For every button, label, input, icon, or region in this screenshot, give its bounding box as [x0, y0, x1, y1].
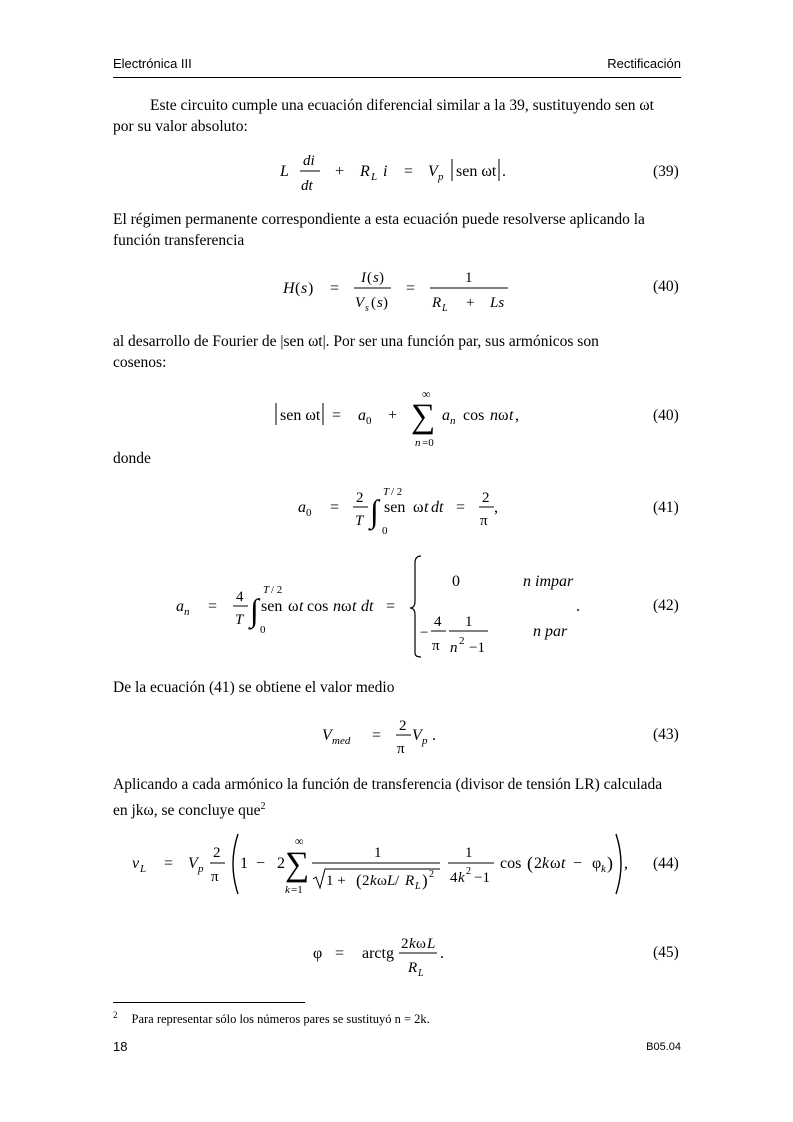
- svg-text:=: =: [456, 499, 466, 516]
- svg-text:=: =: [372, 727, 382, 744]
- svg-text:2: 2: [429, 869, 434, 880]
- svg-text:s: s: [365, 303, 369, 314]
- svg-text:ω: ω: [288, 598, 299, 615]
- svg-text:∞: ∞: [295, 834, 304, 848]
- svg-text:t: t: [424, 499, 429, 516]
- footnote-text: Para representar sólo los números pares se sustituyó n = 2k.: [131, 1012, 430, 1027]
- svg-text:cos: cos: [500, 855, 522, 872]
- svg-text:=: =: [404, 163, 414, 180]
- svg-text:/: /: [395, 873, 400, 889]
- svg-text:t: t: [509, 407, 514, 424]
- svg-text:n: n: [450, 640, 458, 656]
- paragraph-6-line-2: en jkω, se concluye que$^2$: [113, 801, 266, 820]
- svg-text:p: p: [438, 171, 444, 183]
- svg-text:1: 1: [374, 845, 382, 861]
- svg-text:sen ωt: sen ωt: [280, 407, 321, 424]
- svg-text:T: T: [263, 584, 270, 596]
- svg-text:2: 2: [534, 855, 542, 872]
- header-right: Rectificación: [607, 56, 681, 71]
- svg-text:): ): [383, 295, 388, 311]
- svg-text:4: 4: [236, 589, 244, 605]
- svg-text:n: n: [490, 407, 498, 424]
- svg-text:n: n: [415, 437, 421, 449]
- equation-number-42: (42): [653, 597, 679, 614]
- svg-text:s: s: [373, 270, 379, 286]
- svg-text:k: k: [285, 884, 290, 896]
- header-left: Electrónica III: [113, 56, 192, 71]
- svg-text:t: t: [299, 598, 304, 615]
- svg-text:1: 1: [465, 845, 473, 861]
- svg-text:dt: dt: [361, 598, 374, 615]
- paragraph-3-line-1: al desarrollo de Fourier de |sen ωt|. Por ser una función par, sus armónicos son: [113, 333, 599, 350]
- svg-text:(: (: [527, 853, 533, 873]
- svg-text:L: L: [140, 863, 147, 875]
- svg-text:L: L: [415, 881, 421, 892]
- svg-text:cos: cos: [307, 598, 329, 615]
- svg-text:ω: ω: [498, 407, 509, 424]
- svg-text:−: −: [420, 625, 429, 641]
- svg-text:L: L: [371, 171, 378, 183]
- svg-text:,: ,: [624, 855, 628, 872]
- document-code: B05.04: [646, 1041, 681, 1053]
- svg-text:R: R: [360, 163, 370, 180]
- svg-text:π: π: [397, 741, 405, 757]
- svg-text:): ): [379, 270, 384, 286]
- svg-text:−1: −1: [469, 640, 485, 656]
- paragraph-1-line-1: Este circuito cumple una ecuación diferencial similar a la 39, sustituyendo sen ωt: [150, 97, 654, 114]
- footnote-rule: [113, 1002, 305, 1003]
- svg-text:=: =: [330, 499, 340, 516]
- svg-text:sen: sen: [384, 499, 406, 516]
- svg-text:sen ωt: sen ωt: [456, 163, 497, 180]
- svg-text:p: p: [422, 735, 428, 747]
- svg-text:L: L: [418, 968, 424, 979]
- svg-text:L: L: [427, 936, 436, 952]
- equation-40-transfer: [280, 262, 520, 314]
- svg-text:−1: −1: [474, 870, 490, 886]
- svg-text:2: 2: [399, 718, 407, 734]
- paragraph-1-line-2: por su valor absoluto:: [113, 118, 248, 135]
- equation-number-40b: (40): [653, 407, 679, 424]
- equation-number-45: (45): [653, 944, 679, 961]
- svg-text:0: 0: [366, 415, 372, 427]
- svg-text:+: +: [335, 163, 345, 180]
- svg-text:k: k: [542, 855, 550, 872]
- svg-text:ω: ω: [550, 855, 561, 872]
- svg-text:k: k: [601, 863, 606, 875]
- svg-text:+: +: [388, 407, 398, 424]
- equation-44: [130, 830, 640, 900]
- svg-text:k: k: [409, 936, 416, 952]
- svg-text:1: 1: [240, 855, 248, 872]
- svg-text:=: =: [208, 598, 218, 615]
- svg-text:med: med: [332, 735, 351, 747]
- svg-text:π: π: [432, 638, 440, 654]
- svg-text:.: .: [576, 598, 580, 615]
- svg-text:.: .: [440, 945, 444, 962]
- svg-text:(: (: [367, 270, 372, 286]
- svg-text:∑: ∑: [411, 398, 436, 435]
- svg-text:,: ,: [494, 499, 498, 516]
- svg-text:2: 2: [362, 873, 370, 889]
- page-number: 18: [113, 1039, 128, 1054]
- svg-text:k: k: [370, 873, 377, 889]
- arctg-label: arctg: [362, 945, 394, 962]
- svg-text:.: .: [432, 727, 436, 744]
- svg-text:a: a: [298, 499, 306, 516]
- svg-text:L: L: [280, 163, 289, 180]
- svg-text:s: s: [377, 295, 383, 311]
- svg-text:=1: =1: [291, 884, 303, 896]
- paragraph-3-line-2: cosenos:: [113, 354, 167, 371]
- equation-42: [170, 553, 590, 663]
- paragraph-5: De la ecuación (41) se obtiene el valor medio: [113, 679, 395, 696]
- svg-text:V: V: [355, 295, 365, 311]
- svg-text:s: s: [301, 280, 308, 297]
- svg-text:dt: dt: [301, 178, 313, 194]
- paragraph-4: donde: [113, 450, 151, 467]
- svg-text:(: (: [295, 280, 301, 297]
- svg-text:0: 0: [382, 525, 388, 537]
- svg-text:=: =: [330, 280, 340, 297]
- equation-number-41: (41): [653, 499, 679, 516]
- equation-43: [320, 712, 460, 758]
- svg-text:.: .: [502, 163, 506, 180]
- svg-text:Ls: Ls: [490, 295, 505, 311]
- svg-text:4: 4: [450, 870, 458, 886]
- svg-text:R: R: [432, 295, 442, 311]
- svg-text:t: t: [561, 855, 566, 872]
- svg-text:1: 1: [465, 614, 473, 630]
- case-2-condition: n par: [533, 623, 568, 640]
- svg-text:−: −: [573, 855, 583, 872]
- svg-text:I: I: [361, 270, 366, 286]
- svg-text:=: =: [386, 598, 396, 615]
- svg-text:V: V: [188, 855, 198, 872]
- svg-text:1: 1: [465, 270, 473, 286]
- svg-text:4: 4: [434, 614, 442, 630]
- svg-text:R: R: [408, 960, 418, 976]
- svg-text:sen: sen: [261, 598, 283, 615]
- svg-text:): ): [422, 871, 428, 890]
- svg-text:R: R: [405, 873, 415, 889]
- svg-text:/ 2: / 2: [391, 486, 403, 498]
- svg-text:,: ,: [515, 407, 519, 424]
- svg-text:∑: ∑: [285, 846, 310, 883]
- svg-text:ω: ω: [341, 598, 352, 615]
- svg-text:2: 2: [213, 845, 221, 861]
- svg-text:t: t: [352, 598, 357, 615]
- svg-text:π: π: [480, 513, 488, 529]
- svg-text:i: i: [383, 163, 388, 180]
- svg-text:0: 0: [260, 624, 266, 636]
- svg-text:(: (: [371, 295, 376, 311]
- svg-text:V: V: [428, 163, 438, 180]
- equation-40-fourier: [270, 388, 540, 450]
- svg-text:T: T: [355, 513, 364, 529]
- svg-text:π: π: [211, 869, 219, 885]
- svg-text:): ): [308, 280, 314, 297]
- svg-text:=: =: [335, 945, 345, 962]
- svg-text:): ): [607, 853, 613, 873]
- svg-text:2: 2: [459, 635, 465, 647]
- svg-text:/ 2: / 2: [271, 584, 283, 596]
- svg-text:(: (: [356, 871, 362, 890]
- svg-text:v: v: [132, 855, 140, 872]
- svg-text:∫: ∫: [370, 493, 379, 529]
- svg-text:V: V: [412, 727, 422, 744]
- svg-text:T: T: [235, 612, 244, 628]
- equation-number-40a: (40): [653, 278, 679, 295]
- svg-text:n: n: [450, 415, 456, 427]
- svg-text:φ: φ: [592, 855, 602, 872]
- svg-text:L: L: [442, 303, 448, 314]
- svg-text:=0: =0: [422, 437, 434, 449]
- paragraph-2-line-2: función transferencia: [113, 232, 245, 249]
- svg-text:∫: ∫: [250, 592, 259, 628]
- svg-text:+: +: [466, 295, 475, 311]
- equation-45: [310, 930, 460, 982]
- paragraph-2-line-1: El régimen permanente correspondiente a esta ecuación puede resolverse aplicando la: [113, 211, 645, 228]
- svg-text:k: k: [458, 870, 465, 886]
- svg-text:L: L: [387, 873, 396, 889]
- svg-text:H: H: [283, 280, 295, 297]
- svg-text:a: a: [358, 407, 366, 424]
- equation-number-44: (44): [653, 855, 679, 872]
- case-1-value: 0: [452, 573, 460, 590]
- svg-text:0: 0: [306, 507, 312, 519]
- equation-41: [290, 480, 520, 540]
- svg-text:=: =: [332, 407, 342, 424]
- header-rule: [113, 77, 681, 78]
- equation-number-43: (43): [653, 726, 679, 743]
- svg-text:dt: dt: [431, 499, 444, 516]
- svg-text:=: =: [164, 855, 174, 872]
- svg-text:2: 2: [482, 490, 490, 506]
- svg-text:φ: φ: [313, 945, 323, 962]
- paragraph-6-line-1: Aplicando a cada armónico la función de transferencia (divisor de tensión LR) calculada: [113, 776, 663, 793]
- equation-39: [280, 148, 520, 198]
- svg-text:n: n: [333, 598, 341, 615]
- case-1-condition: n impar: [523, 573, 574, 590]
- equation-number-39: (39): [653, 163, 679, 180]
- svg-text:2: 2: [401, 936, 409, 952]
- svg-text:V: V: [322, 727, 332, 744]
- svg-text:p: p: [198, 863, 204, 875]
- svg-text:1 +: 1 +: [326, 873, 346, 889]
- svg-text:ω: ω: [377, 873, 387, 889]
- svg-text:ω: ω: [416, 936, 426, 952]
- footnote: [113, 1010, 430, 1027]
- svg-text:cos: cos: [463, 407, 485, 424]
- footnote-mark: 2: [113, 1010, 118, 1020]
- svg-text:a: a: [442, 407, 450, 424]
- svg-text:2: 2: [277, 855, 285, 872]
- footnote-reference: 2: [260, 801, 266, 812]
- svg-text:T: T: [383, 486, 390, 498]
- svg-text:∞: ∞: [422, 388, 431, 401]
- svg-text:−: −: [256, 855, 266, 872]
- svg-text:a: a: [176, 598, 184, 615]
- svg-text:=: =: [406, 280, 416, 297]
- svg-text:di: di: [303, 153, 315, 169]
- svg-text:n: n: [184, 606, 190, 618]
- svg-text:ω: ω: [413, 499, 424, 516]
- svg-text:2: 2: [466, 866, 471, 877]
- svg-text:2: 2: [356, 490, 364, 506]
